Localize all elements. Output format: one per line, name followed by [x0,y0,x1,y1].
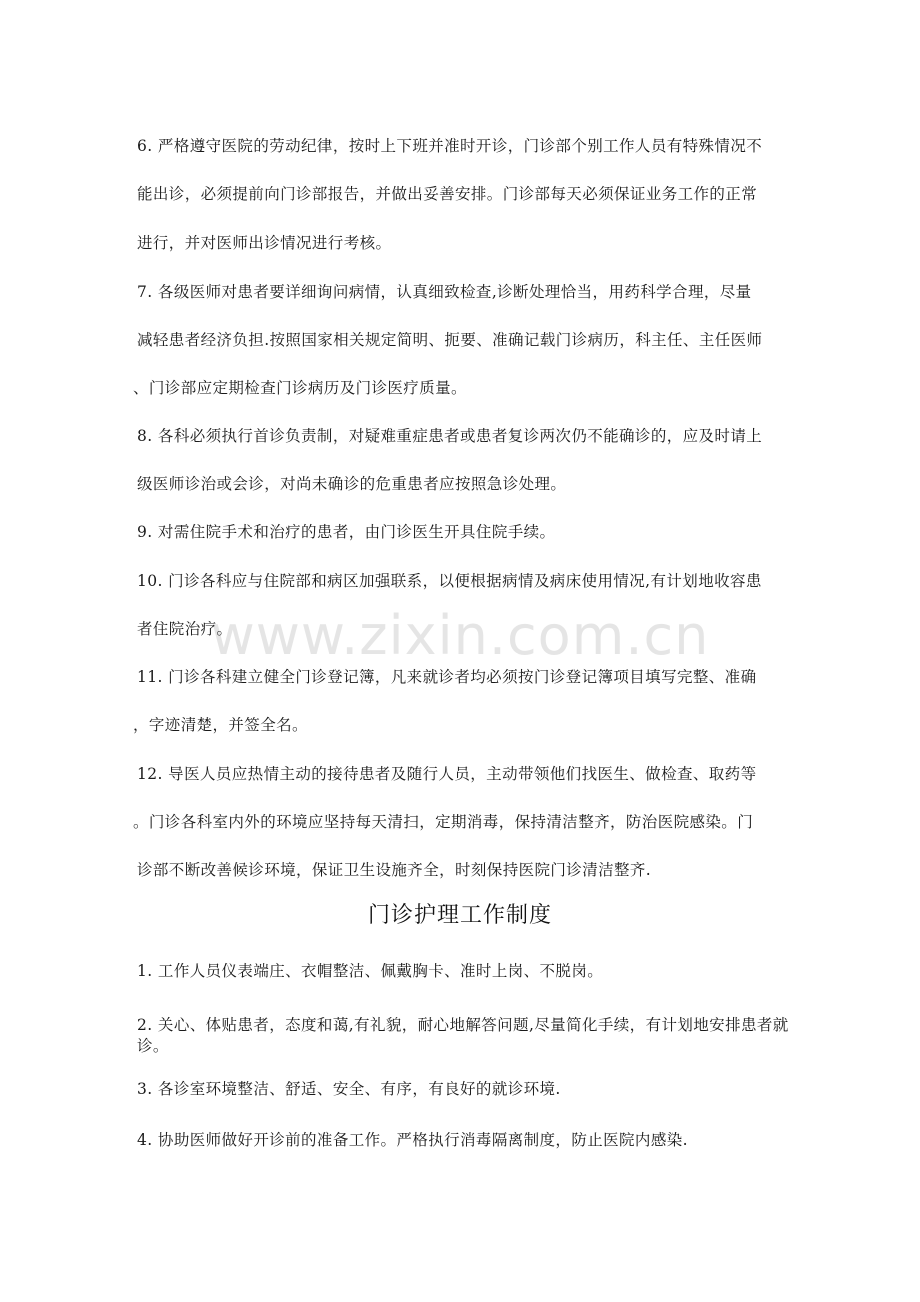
watermark: www.zixin.com.cn [210,604,710,667]
text-line: 。门诊各科室内外的环境应坚持每天清扫，定期消毒，保持清洁整齐，防治医院感染。门 [133,813,754,831]
text-line: 8. 各科必须执行首诊负责制，对疑难重症患者或患者复诊两次仍不能确诊的，应及时请上 [137,427,763,445]
text-line: 进行，并对医师出诊情况进行考核。 [137,234,392,252]
text-line: 12. 导医人员应热情主动的接待患者及随行人员，主动带领他们找医生、做检查、取药等 [137,765,757,783]
text-line: 、门诊部应定期检查门诊病历及门诊医疗质量。 [133,379,467,397]
text-line: 级医师诊治或会诊，对尚未确诊的危重患者应按照急诊处理。 [137,475,567,493]
section-title: 门诊护理工作制度 [367,903,552,928]
text-line: 减轻患者经济负担.按照国家相关规定简明、扼要、准确记载门诊病历，科主任、主任医师 [137,331,763,349]
list-item: 4. 协助医师做好开诊前的准备工作。严格执行消毒隔离制度，防止医院内感染. [137,1131,688,1149]
text-line: 6. 严格遵守医院的劳动纪律，按时上下班并准时开诊，门诊部个别工作人员有特殊情况不 [137,137,763,155]
text-line: 者住院治疗。 [137,620,233,638]
text-line: 11. 门诊各科建立健全门诊登记簿，凡来就诊者均必须按门诊登记簿项目填写完整、准确 [137,668,757,686]
list-item: 3. 各诊室环境整洁、舒适、安全、有序，有良好的就诊环境. [137,1080,561,1098]
list-item: 2. 关心、体贴患者，态度和蔼,有礼貌，耐心地解答问题,尽量简化手续，有计划地安排患者就诊。 [137,1016,789,1055]
text-line: 9. 对需住院手术和治疗的患者，由门诊医生开具住院手续。 [137,523,556,541]
text-line: 7. 各级医师对患者要详细询问病情，认真细致检查,诊断处理恰当，用药科学合理，尽量 [137,283,752,301]
text-line: 10. 门诊各科应与住院部和病区加强联系，以便根据病情及病床使用情况,有计划地收容患 [137,572,762,590]
text-line: ，字迹清楚，并签全名。 [133,716,308,734]
text-line: 能出诊，必须提前向门诊部报告，并做出妥善安排。门诊部每天必须保证业务工作的正常 [137,185,758,203]
list-item: 1. 工作人员仪表端庄、衣帽整洁、佩戴胸卡、准时上岗、不脱岗。 [137,962,604,980]
text-line: 诊部不断改善候诊环境，保证卫生设施齐全，时刻保持医院门诊清洁整齐. [137,861,652,879]
